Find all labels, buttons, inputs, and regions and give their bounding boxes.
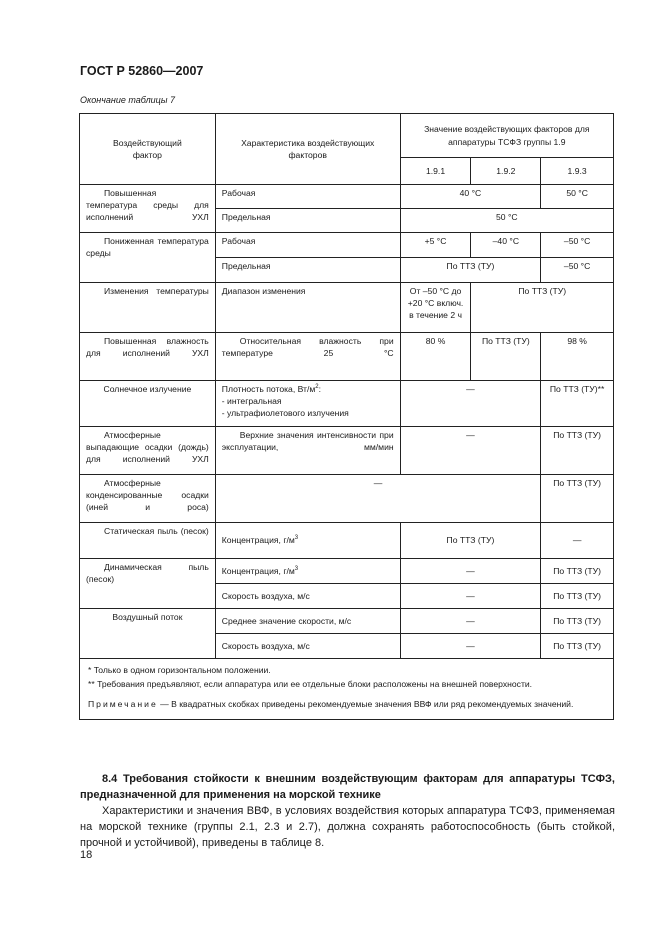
factor-temp-high: Повышенная температура среды для исполнений УХЛ: [80, 185, 216, 233]
notes-row: [80, 659, 614, 720]
header-group-3: 1.9.3: [541, 158, 614, 185]
table-row: [80, 333, 614, 381]
value-cell: 40 °С: [400, 185, 541, 209]
value-cell: —: [400, 559, 541, 584]
header-group-2: 1.9.2: [471, 158, 541, 185]
factor-dynamic-dust: Динамическая пыль (песок): [80, 559, 216, 609]
char-concentration: Концентрация, $г/м^3$: [215, 523, 400, 559]
char-limit: Предельная: [215, 258, 400, 283]
value-cell: —: [541, 523, 614, 559]
value-cell: По ТТЗ (ТУ): [400, 258, 541, 283]
header-group-1: 1.9.1: [400, 158, 471, 185]
char-operating: Рабочая: [215, 185, 400, 209]
value-cell: —: [400, 609, 541, 634]
value-cell: По ТТЗ (ТУ): [541, 584, 614, 609]
table-row: [80, 381, 614, 427]
factor-rain: Атмосферные выпадающие осадки (дождь) для исполнений УХЛ: [80, 427, 216, 475]
value-cell: 98 %: [541, 333, 614, 381]
factor-solar: Солнечное излучение: [80, 381, 216, 427]
header-values: Значение воздействующих факторов для аппаратуры ТСФЗ группы 1.9: [400, 114, 613, 158]
table-row: [80, 475, 614, 523]
value-cell: По ТТЗ (ТУ)**: [541, 381, 614, 427]
char-operating: Рабочая: [215, 233, 400, 258]
table-caption: Окончание таблицы 7: [80, 95, 175, 105]
factor-temp-low: Пониженная температура среды: [80, 233, 216, 283]
value-cell: —: [400, 634, 541, 659]
value-cell: —: [400, 584, 541, 609]
value-cell: По ТТЗ (ТУ): [541, 609, 614, 634]
value-cell: —: [400, 381, 541, 427]
value-cell: По ТТЗ (ТУ): [541, 427, 614, 475]
char-air-speed: Скорость воздуха, м/с: [215, 584, 400, 609]
page-number: 18: [80, 849, 93, 861]
table-row: [80, 523, 614, 559]
char-air-speed: Скорость воздуха, м/с: [215, 634, 400, 659]
value-cell: 50 °С: [541, 185, 614, 209]
header-factor: Воздействующий фактор: [80, 114, 216, 185]
table-row: [80, 559, 614, 584]
value-cell: –50 °С: [541, 258, 614, 283]
header-characteristic: Характеристика воздействующих факторов: [215, 114, 400, 185]
document-id: ГОСТ Р 52860—2007: [80, 64, 204, 78]
table-row: [80, 233, 614, 258]
value-cell: –40 °С: [471, 233, 541, 258]
char-concentration: Концентрация, $г/м^3$: [215, 559, 400, 584]
value-cell: По ТТЗ (ТУ): [541, 634, 614, 659]
table-notes: [80, 659, 614, 720]
footnote-2: ** Требования предъявляют, если аппаратура или ее отдельные блоки расположены на внешней поверхности.: [88, 679, 533, 690]
section-8-4: [80, 771, 615, 851]
char-range: Диапазон изменения: [215, 283, 400, 333]
table-row: [80, 427, 614, 475]
header-row: [80, 114, 614, 158]
char-humidity: Относительная влажность при температуре 25 °С: [215, 333, 400, 381]
section-body: Характеристики и значения ВВФ, в условиях воздействия которых аппаратура ТСФЗ, применяемая на морской технике (группы 2.1, 2.3 и 2.7), должна сохранять работоспособность (быть стойкой, прочной и устойчивой), приведены в таблице 8.: [80, 805, 615, 849]
char-rain: Верхние значения интенсивности при эксплуатации, мм/мин: [215, 427, 400, 475]
char-avg-speed: Среднее значение скорости, м/с: [215, 609, 400, 634]
value-cell: —: [215, 475, 540, 523]
value-cell: По ТТЗ (ТУ): [471, 283, 614, 333]
value-cell: 50 °С: [400, 209, 613, 233]
value-cell: По ТТЗ (ТУ): [400, 523, 541, 559]
table-row: [80, 609, 614, 634]
value-cell: По ТТЗ (ТУ): [541, 559, 614, 584]
value-cell: 80 %: [400, 333, 471, 381]
value-cell: От –50 °С до +20 °С включ. в течение 2 ч: [400, 283, 471, 333]
table-row: [80, 283, 614, 333]
factor-static-dust: Статическая пыль (песок): [80, 523, 216, 559]
value-cell: —: [400, 427, 541, 475]
value-cell: –50 °С: [541, 233, 614, 258]
footnote-1: * Только в одном горизонтальном положении.: [88, 665, 271, 675]
table-note: Примечание — В квадратных скобках приведены рекомендуемые значения ВВФ или ряд рекомендуемых значений.: [88, 699, 574, 710]
table-row: [80, 185, 614, 209]
factor-condense: Атмосферные конденсированные осадки (иней и роса): [80, 475, 216, 523]
section-title: 8.4 Требования стойкости к внешним воздействующим факторам для аппаратуры ТСФЗ, предназначенной для применения на морской технике: [80, 773, 615, 801]
char-solar: Плотность потока, $Вт/м^2$: - интегральная - ультрафиолетового излучения: [215, 381, 400, 427]
char-limit: Предельная: [215, 209, 400, 233]
value-cell: По ТТЗ (ТУ): [541, 475, 614, 523]
table-7: [79, 113, 614, 720]
value-cell: По ТТЗ (ТУ): [471, 333, 541, 381]
factor-temp-change: Изменения температуры: [80, 283, 216, 333]
factor-airflow: Воздушный поток: [80, 609, 216, 659]
factor-humidity: Повышенная влажность для исполнений УХЛ: [80, 333, 216, 381]
value-cell: +5 °С: [400, 233, 471, 258]
